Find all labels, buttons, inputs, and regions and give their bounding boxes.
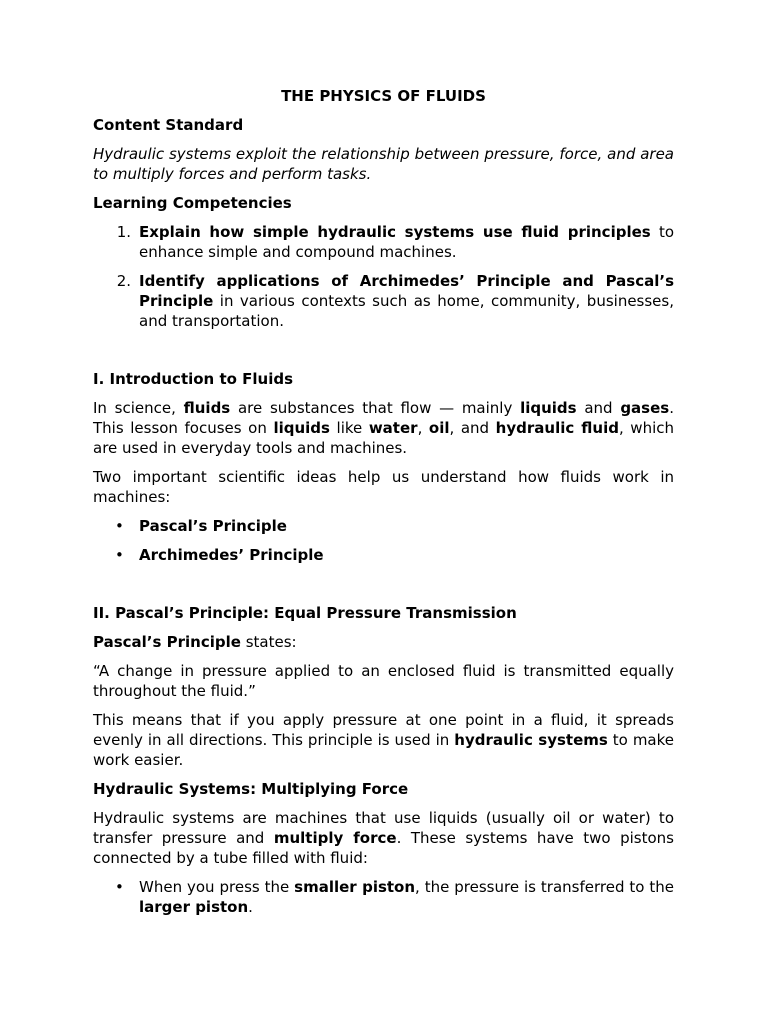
competency-text: in various contexts such as home, community, businesses, and transportation. <box>139 292 674 330</box>
text-run: to make work easier. <box>93 731 675 769</box>
intro-paragraph-2: Two important scientific ideas help us understand how fluids work in machines: <box>93 468 674 506</box>
list-item <box>93 877 674 917</box>
bold-term: smaller piston <box>294 878 416 896</box>
text-run: and <box>576 399 621 417</box>
text-run: . This lesson focuses on <box>93 399 674 437</box>
bold-term: liquids <box>520 399 577 417</box>
pascal-states <box>93 632 674 652</box>
bullet-icon: • <box>115 878 124 896</box>
section-heading-pascal: II. Pascal’s Principle: Equal Pressure Transmission <box>93 604 517 622</box>
text-run: are substances that flow — mainly <box>230 399 521 417</box>
bold-term: fluids <box>183 399 231 417</box>
hydraulic-paragraph <box>93 808 674 868</box>
section-gap <box>93 574 674 603</box>
principle-name: Archimedes’ Principle <box>139 546 324 564</box>
text-run: Hydraulic systems are machines that use liquids (usually oil or water) to transfer pressure and <box>93 809 674 847</box>
text-run: . <box>248 898 253 916</box>
learning-competencies-heading: Learning Competencies <box>93 194 292 212</box>
competency-bold: Identify applications of Archimedes’ Principle and Pascal’s Principle <box>139 272 674 310</box>
competency-item <box>93 271 674 331</box>
text-run: , which are used in everyday tools and machines. <box>93 419 674 457</box>
text-run: like <box>329 419 369 437</box>
text-run: , the pressure is transferred to the <box>415 878 674 896</box>
content-standard-heading: Content Standard <box>93 116 244 134</box>
text-run: . These systems have two pistons connected by a tube filled with fluid: <box>93 829 674 867</box>
competency-bold: Explain how simple hydraulic systems use fluid principles <box>139 223 651 241</box>
bold-term: liquids <box>273 419 330 437</box>
bold-term: hydraulic systems <box>454 731 608 749</box>
text-run: In science, <box>93 399 184 417</box>
section-gap <box>93 340 674 369</box>
bold-term: oil <box>428 419 450 437</box>
list-item <box>93 545 674 565</box>
document-body <box>93 86 674 926</box>
bold-term: water <box>368 419 418 437</box>
bold-term: Pascal’s Principle <box>93 633 241 651</box>
bold-term: gases <box>620 399 670 417</box>
content-standard-text: Hydraulic systems exploit the relationship between pressure, force, and area to multiply forces and perform tasks. <box>93 145 674 183</box>
hydraulic-subheading: Hydraulic Systems: Multiplying Force <box>93 780 409 798</box>
bullet-icon: • <box>115 517 124 535</box>
principle-name: Pascal’s Principle <box>139 517 287 535</box>
bold-term: hydraulic fluid <box>495 419 619 437</box>
list-number: 2. <box>116 272 131 290</box>
bold-term: multiply force <box>273 829 397 847</box>
text-run: , <box>417 419 429 437</box>
text-run: states: <box>240 633 297 651</box>
list-item <box>93 516 674 536</box>
pascal-explanation <box>93 710 674 770</box>
bullet-icon: • <box>115 546 124 564</box>
competency-item <box>93 222 674 262</box>
competency-text: to enhance simple and compound machines. <box>139 223 674 261</box>
document-title: THE PHYSICS OF FLUIDS <box>281 87 486 105</box>
text-run: , and <box>449 419 496 437</box>
competencies-list <box>93 222 674 331</box>
pascal-quote: “A change in pressure applied to an enclosed fluid is transmitted equally throughout the fluid.” <box>93 662 674 700</box>
section-heading-intro: I. Introduction to Fluids <box>93 370 294 388</box>
intro-paragraph <box>93 398 674 458</box>
bold-term: larger piston <box>139 898 249 916</box>
principles-list <box>93 516 674 565</box>
list-number: 1. <box>116 223 131 241</box>
text-run: This means that if you apply pressure at one point in a fluid, it spreads evenly in all directions. This principle is used in <box>93 711 674 749</box>
hydraulic-list <box>93 877 674 917</box>
text-run: When you press the <box>139 878 295 896</box>
